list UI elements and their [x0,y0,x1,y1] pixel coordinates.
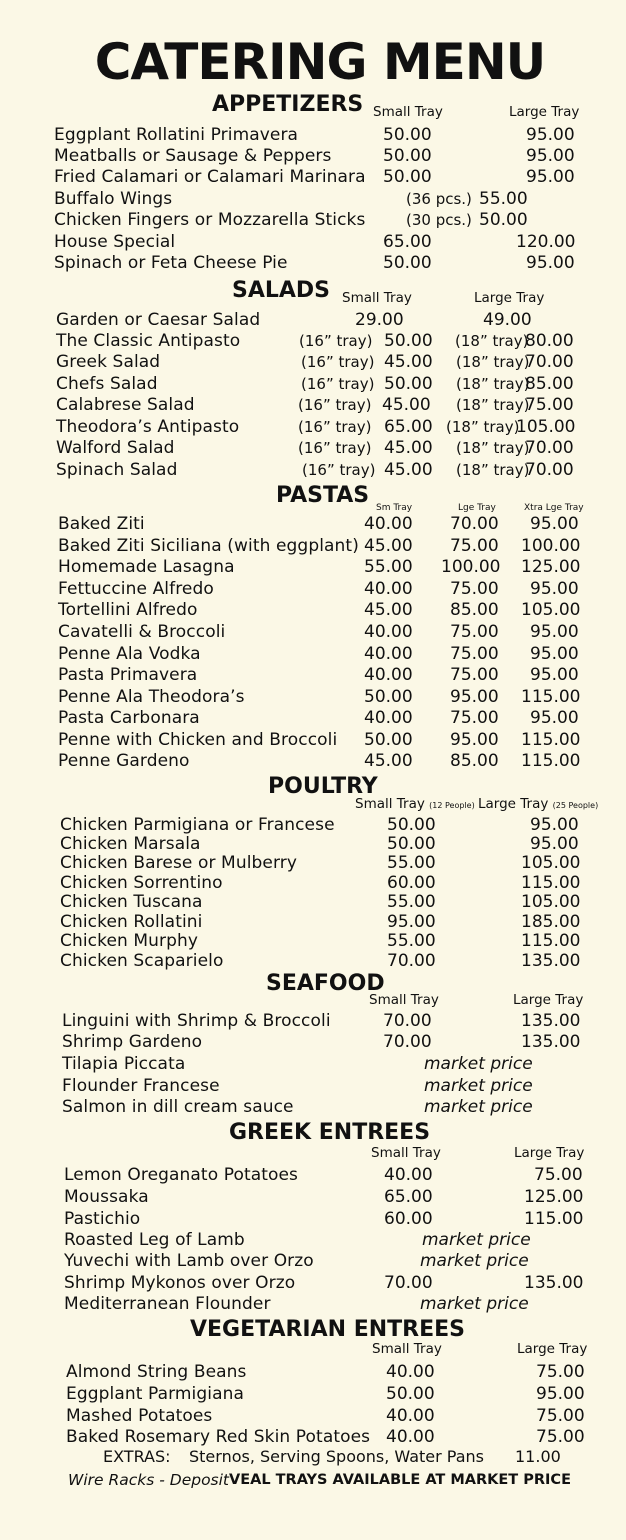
tray-size-large: (18” tray) [456,461,530,479]
item-name: Homemade Lasagna [58,557,235,577]
price-small: 40.00 [386,1362,435,1382]
item-name: Pasta Primavera [58,665,198,685]
item-name: The Classic Antipasto [56,331,241,351]
price-large: 95.00 [536,1384,585,1404]
price-xl: 115.00 [521,687,581,707]
piece-count: (30 pcs.) [406,211,472,229]
price-large: 95.00 [530,834,579,854]
price-small: 50.00 [383,253,432,273]
menu-item [0,351,626,373]
menu-item [0,1383,626,1405]
tray-size-large: (18” tray) [456,375,530,393]
price-large: 95.00 [530,815,579,835]
col-small-tray: Small Tray [369,992,439,1008]
footer-line [0,1469,626,1491]
item-name: Baked Ziti Siciliana (with eggplant) [58,536,359,556]
menu-item [0,707,626,729]
section-heading: SEAFOOD [266,971,385,996]
price-small: 60.00 [387,873,436,893]
menu-item [0,643,626,665]
menu-item [0,437,626,459]
section-heading: PASTAS [276,483,370,508]
col-large-tray: Large Tray [514,1145,585,1161]
price-small: 70.00 [383,1032,432,1052]
item-name: Chicken Fingers or Mozzarella Sticks [54,210,366,230]
item-name: Penne Gardeno [58,751,190,771]
price-small: 40.00 [384,1165,433,1185]
price-large: 95.00 [526,253,575,273]
item-name: Chicken Murphy [60,931,199,951]
price-large: 135.00 [521,1032,581,1052]
price-small: 50.00 [364,730,413,750]
menu-item [0,1250,626,1272]
extras-items: Sternos, Serving Spoons, Water Pans [189,1447,485,1466]
menu-item [0,686,626,708]
price-large: 75.00 [525,395,574,415]
market-price: market price [424,1076,533,1096]
col-large-tray: Large Tray [513,992,584,1008]
col-xl-tray: Xtra Lge Tray [524,503,584,513]
item-name: Chicken Sorrentino [60,873,223,893]
price-xl: 105.00 [521,600,581,620]
wire-racks-deposit: Wire Racks - Deposit [68,1471,230,1489]
menu-item [0,1164,626,1186]
item-name: Tortellini Alfredo [58,600,198,620]
item-name: Baked Ziti [58,514,145,534]
price-small: 50.00 [387,834,436,854]
menu-item [0,416,626,438]
col-small-tray: Sm Tray [376,503,413,513]
price-xl: 95.00 [530,579,579,599]
price-small: 40.00 [364,514,413,534]
menu-item [0,750,626,772]
price-xl: 115.00 [521,730,581,750]
item-name: Fettuccine Alfredo [58,579,214,599]
col-note: (12 People) [429,801,475,810]
price-large: 95.00 [526,167,575,187]
tray-size-small: (16” tray) [298,396,372,414]
tray-size-small: (16” tray) [302,461,376,479]
veal-trays-note: VEAL TRAYS AVAILABLE AT MARKET PRICE [229,1472,571,1488]
extras-label: EXTRAS: [103,1447,171,1466]
col-large-tray [478,796,598,814]
item-name: Baked Rosemary Red Skin Potatoes [66,1427,371,1447]
item-name: Eggplant Parmigiana [66,1384,245,1404]
price-large: 135.00 [521,1011,581,1031]
item-name: Garden or Caesar Salad [56,310,261,330]
market-price: market price [420,1251,529,1271]
item-name: Chicken Rollatini [60,912,203,932]
piece-count: (36 pcs.) [406,190,472,208]
price-small: 45.00 [364,751,413,771]
price-small: 40.00 [364,622,413,642]
price-large: 75.00 [536,1406,585,1426]
price-small: 45.00 [384,352,433,372]
col-small-tray: Small Tray [371,1145,441,1161]
menu-item [0,891,626,913]
price-large: 70.00 [525,438,574,458]
menu-item [0,166,626,188]
price-small: 40.00 [364,644,413,664]
menu-item [0,145,626,167]
price-large: 115.00 [524,1209,584,1229]
item-name: Chicken Tuscana [60,892,203,912]
col-small-tray [355,796,475,814]
tray-size-large: (18” tray) [446,418,520,436]
price-large: 95.00 [450,687,499,707]
price-small: 70.00 [387,951,436,971]
price-large: 105.00 [521,853,581,873]
price-small: 45.00 [384,460,433,480]
price-small: 50.00 [383,146,432,166]
price-large: 115.00 [521,873,581,893]
col-label: Large Tray [478,796,549,812]
price-large: 75.00 [450,622,499,642]
menu-item [0,1186,626,1208]
price-small: 65.00 [383,232,432,252]
menu-item [0,578,626,600]
price-large: 75.00 [450,665,499,685]
price-large: 70.00 [450,514,499,534]
price-large: 85.00 [525,374,574,394]
price-small: 45.00 [364,600,413,620]
item-name: Lemon Oreganato Potatoes [64,1165,299,1185]
price: 55.00 [479,189,528,209]
item-name: Pasta Carbonara [58,708,200,728]
menu-item [0,513,626,535]
item-name: Yuvechi with Lamb over Orzo [64,1251,314,1271]
price-small: 45.00 [384,438,433,458]
price-large: 125.00 [524,1187,584,1207]
price-large: 49.00 [483,310,532,330]
menu-item [0,231,626,253]
col-small-tray: Small Tray [342,290,412,306]
menu-item [0,1272,626,1294]
menu-item [0,1293,626,1315]
price-large: 120.00 [516,232,576,252]
price-xl: 95.00 [530,665,579,685]
item-name: Chicken Scaparielo [60,951,224,971]
item-name: Mashed Potatoes [66,1406,213,1426]
section-heading: APPETIZERS [212,92,364,117]
tray-size-small: (16” tray) [301,375,375,393]
price-large: 75.00 [450,644,499,664]
item-name: Almond String Beans [66,1362,247,1382]
item-name: Spinach Salad [56,460,178,480]
menu-item [0,373,626,395]
price-large: 80.00 [525,331,574,351]
price-large: 135.00 [524,1273,584,1293]
price-large: 135.00 [521,951,581,971]
tray-size-small: (16” tray) [298,418,372,436]
price-small: 50.00 [384,374,433,394]
item-name: Calabrese Salad [56,395,195,415]
menu-item [0,188,626,210]
price-large: 105.00 [516,417,576,437]
price-small: 50.00 [383,125,432,145]
price-large: 75.00 [536,1427,585,1447]
item-name: Shrimp Mykonos over Orzo [64,1273,296,1293]
item-name: Buffalo Wings [54,189,173,209]
price-small: 29.00 [355,310,404,330]
price-small: 95.00 [387,912,436,932]
menu-item [0,209,626,231]
menu-item [0,621,626,643]
price-large: 105.00 [521,892,581,912]
item-name: Tilapia Piccata [62,1054,186,1074]
item-name: Linguini with Shrimp & Broccoli [62,1011,331,1031]
price-small: 65.00 [384,1187,433,1207]
menu-item [0,1053,626,1075]
market-price: market price [422,1230,531,1250]
col-label: Small Tray [355,796,425,812]
price-small: 55.00 [387,931,436,951]
menu-item [0,1405,626,1427]
tray-size-large: (18” tray) [456,396,530,414]
price-small: 70.00 [383,1011,432,1031]
menu-item [0,1031,626,1053]
menu-item [0,309,626,331]
item-name: Flounder Francese [62,1076,220,1096]
item-name: Chicken Barese or Mulberry [60,853,298,873]
price-xl: 95.00 [530,514,579,534]
price-small: 60.00 [384,1209,433,1229]
item-name: Mediterranean Flounder [64,1294,271,1314]
item-name: Shrimp Gardeno [62,1032,203,1052]
menu-item [0,1426,626,1448]
extras-line [0,1446,626,1468]
menu-item [0,459,626,481]
menu-item [0,1010,626,1032]
menu-item [0,852,626,874]
price-small: 50.00 [387,815,436,835]
price-xl: 95.00 [530,622,579,642]
menu-item [0,535,626,557]
price: 50.00 [479,210,528,230]
menu-item [0,1208,626,1230]
section-heading: GREEK ENTREES [229,1120,431,1145]
tray-size-small: (16” tray) [298,439,372,457]
section-heading: SALADS [232,278,331,303]
menu-item [0,950,626,972]
price-large: 95.00 [526,125,575,145]
price-large: 100.00 [441,557,501,577]
menu-item [0,1361,626,1383]
item-name: Moussaka [64,1187,149,1207]
price-large: 70.00 [525,460,574,480]
menu-item [0,330,626,352]
col-large-tray: Large Tray [517,1341,588,1357]
price-small: 55.00 [387,892,436,912]
item-name: Penne with Chicken and Broccoli [58,730,338,750]
price-xl: 125.00 [521,557,581,577]
item-name: Chefs Salad [56,374,158,394]
price-large: 70.00 [525,352,574,372]
price-small: 65.00 [384,417,433,437]
price-small: 50.00 [383,167,432,187]
col-note: (25 People) [552,801,599,810]
menu-item [0,1075,626,1097]
price-xl: 95.00 [530,708,579,728]
item-name: Eggplant Rollatini Primavera [54,125,299,145]
price-large: 75.00 [534,1165,583,1185]
market-price: market price [424,1054,533,1074]
price-large: 95.00 [526,146,575,166]
tray-size-large: (18” tray) [455,332,529,350]
menu-item [0,1096,626,1118]
col-small-tray: Small Tray [372,1341,442,1357]
price-small: 40.00 [364,708,413,728]
menu-item [0,599,626,621]
tray-size-large: (18” tray) [456,353,530,371]
item-name: Pastichio [64,1209,141,1229]
col-large-tray: Lge Tray [458,503,496,513]
price-small: 45.00 [364,536,413,556]
item-name: Cavatelli & Broccoli [58,622,226,642]
price-small: 40.00 [386,1427,435,1447]
item-name: Meatballs or Sausage & Peppers [54,146,332,166]
price-large: 85.00 [450,751,499,771]
item-name: Penne Ala Theodora’s [58,687,245,707]
menu-item [0,124,626,146]
col-large-tray: Large Tray [474,290,545,306]
price-small: 50.00 [364,687,413,707]
price-large: 115.00 [521,931,581,951]
tray-size-small: (16” tray) [301,353,375,371]
col-large-tray: Large Tray [509,104,580,120]
price-small: 40.00 [364,665,413,685]
item-name: Walford Salad [56,438,175,458]
menu-item [0,252,626,274]
price-large: 75.00 [536,1362,585,1382]
item-name: Fried Calamari or Calamari Marinara [54,167,366,187]
extras-price: 11.00 [515,1447,561,1466]
price-large: 75.00 [450,708,499,728]
price-small: 50.00 [384,331,433,351]
item-name: Roasted Leg of Lamb [64,1230,245,1250]
tray-size-large: (18” tray) [456,439,530,457]
price-small: 40.00 [364,579,413,599]
menu-title: CATERING MENU [94,33,546,91]
section-heading: POULTRY [268,774,378,799]
price-small: 55.00 [364,557,413,577]
price-small: 45.00 [382,395,431,415]
item-name: Salmon in dill cream sauce [62,1097,294,1117]
price-small: 40.00 [386,1406,435,1426]
menu-item [0,729,626,751]
price-large: 185.00 [521,912,581,932]
item-name: Theodora’s Antipasto [56,417,240,437]
col-small-tray: Small Tray [373,104,443,120]
item-name: Greek Salad [56,352,161,372]
section-heading: VEGETARIAN ENTREES [190,1317,465,1342]
item-name: Penne Ala Vodka [58,644,201,664]
menu-item [0,664,626,686]
price-large: 75.00 [450,536,499,556]
item-name: Chicken Parmigiana or Francese [60,815,335,835]
price-small: 55.00 [387,853,436,873]
price-small: 50.00 [386,1384,435,1404]
tray-size-small: (16” tray) [299,332,373,350]
item-name: House Special [54,232,176,252]
price-large: 75.00 [450,579,499,599]
menu-item [0,394,626,416]
menu-item [0,930,626,952]
price-xl: 95.00 [530,644,579,664]
price-large: 95.00 [450,730,499,750]
item-name: Chicken Marsala [60,834,201,854]
price-xl: 100.00 [521,536,581,556]
price-xl: 115.00 [521,751,581,771]
price-large: 85.00 [450,600,499,620]
market-price: market price [424,1097,533,1117]
item-name: Spinach or Feta Cheese Pie [54,253,288,273]
market-price: market price [420,1294,529,1314]
menu-item [0,1229,626,1251]
menu-item [0,556,626,578]
price-small: 70.00 [384,1273,433,1293]
